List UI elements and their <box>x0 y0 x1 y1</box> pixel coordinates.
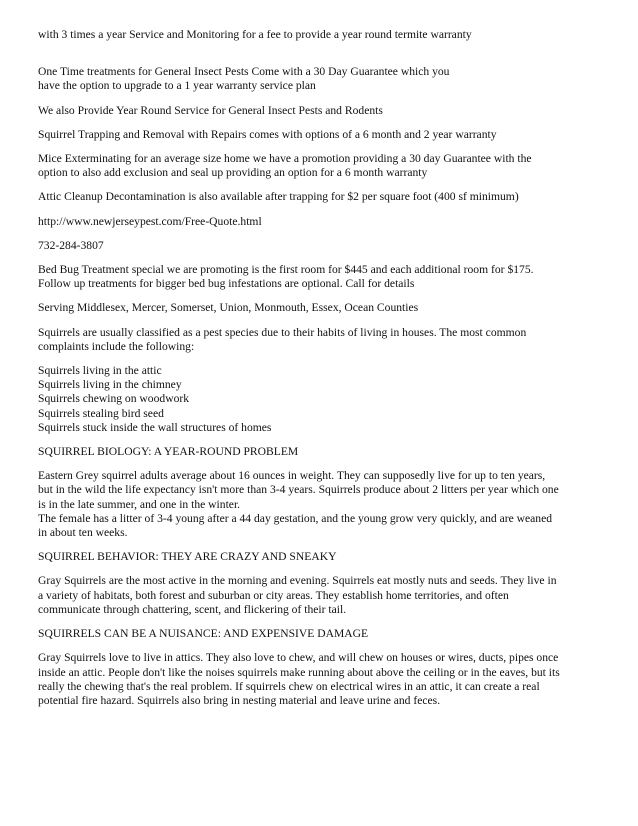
text-line: The female has a litter of 3-4 young after a 44 day gestation, and the young grow very quickly, and are weaned <box>38 511 553 525</box>
paragraph-free-quote-url <box>38 215 616 229</box>
text-line: inside an attic. People don't like the noises squirrels make running about above the ceiling or in the eaves, but its <box>38 665 560 679</box>
section-body-behavior <box>38 574 616 617</box>
section-heading-nuisance <box>38 627 616 641</box>
section-body-nuisance <box>38 651 616 708</box>
section-heading-behavior <box>38 550 616 564</box>
text-line: with 3 times a year Service and Monitoring for a fee to provide a year round termite warranty <box>38 28 472 41</box>
list-item: Squirrels chewing on woodwork <box>38 392 190 406</box>
text-line: Eastern Grey squirrel adults average about 16 ounces in weight. They can supposedly live for up to ten years, <box>38 469 546 483</box>
paragraph-service-counties <box>38 301 616 315</box>
heading-text: SQUIRREL BIOLOGY: A YEAR-ROUND PROBLEM <box>38 445 299 459</box>
paragraph-attic-cleanup <box>38 190 616 204</box>
paragraph-mice-exterminating <box>38 152 616 180</box>
paragraph-termite-warranty <box>38 28 616 42</box>
text-line: Attic Cleanup Decontamination is also available after trapping for $2 per square foot (400 sf minimum) <box>38 190 519 204</box>
text-line: Squirrels are usually classified as a pest species due to their habits of living in houses. The most common <box>38 325 527 339</box>
free-quote-url: http://www.newjerseypest.com/Free-Quote.html <box>38 214 262 228</box>
text-line: Follow up treatments for bigger bed bug infestations are optional. Call for details <box>38 277 415 291</box>
text-line: option to also add exclusion and seal up providing an option for a 6 month warranty <box>38 166 428 180</box>
complaints-list <box>38 364 616 435</box>
phone-number: 732-284-3807 <box>38 238 104 252</box>
text-line: Bed Bug Treatment special we are promoting is the first room for $445 and each additional room for $175. <box>38 263 534 277</box>
text-line: complaints include the following: <box>38 339 195 353</box>
list-item: Squirrels living in the chimney <box>38 378 182 392</box>
text-line: We also Provide Year Round Service for General Insect Pests and Rodents <box>38 103 383 117</box>
section-body-biology <box>38 469 616 540</box>
text-line: Mice Exterminating for an average size home we have a promotion providing a 30 day Guarantee with the <box>38 152 532 166</box>
heading-text: SQUIRRELS CAN BE A NUISANCE: AND EXPENSIVE DAMAGE <box>38 627 369 641</box>
text-line: potential fire hazard. Squirrels also bring in nesting material and leave urine and feces. <box>38 693 441 707</box>
paragraph-bed-bug-treatment <box>38 263 616 291</box>
list-item: Squirrels stealing bird seed <box>38 406 164 420</box>
paragraph-squirrels-intro <box>38 326 616 354</box>
text-line: really the chewing that's the real problem. If squirrels chew on electrical wires in an attic, it can create a real <box>38 679 540 693</box>
text-line: have the option to upgrade to a 1 year warranty service plan <box>38 79 316 93</box>
text-line: is in the late summer, and one in the winter. <box>38 497 241 511</box>
section-heading-biology <box>38 445 616 459</box>
paragraph-year-round-service <box>38 104 616 118</box>
text-line: Serving Middlesex, Mercer, Somerset, Union, Monmouth, Essex, Ocean Counties <box>38 301 419 315</box>
text-line: Squirrel Trapping and Removal with Repairs comes with options of a 6 month and 2 year warranty <box>38 127 497 141</box>
text-line: Gray Squirrels love to live in attics. They also love to chew, and will chew on houses or wires, ducts, pipes once <box>38 651 559 665</box>
paragraph-squirrel-trapping <box>38 128 616 142</box>
text-line: Gray Squirrels are the most active in the morning and evening. Squirrels eat mostly nuts and seeds. They live in <box>38 574 557 588</box>
paragraph-phone-number <box>38 239 616 253</box>
text-line: One Time treatments for General Insect Pests Come with a 30 Day Guarantee which you <box>38 65 450 79</box>
text-line: a variety of habitats, both forest and suburban or city areas. They establish home territories, and often <box>38 588 509 602</box>
text-line: but in the wild the life expectancy isn't more than 3-4 years. Squirrels produce about 2 litters per year which one <box>38 483 559 497</box>
list-item: Squirrels living in the attic <box>38 364 162 378</box>
paragraph-general-insect-pests <box>38 65 616 93</box>
text-line: communicate through chattering, scent, and flickering of their tail. <box>38 602 347 616</box>
heading-text: SQUIRREL BEHAVIOR: THEY ARE CRAZY AND SNEAKY <box>38 550 337 564</box>
list-item: Squirrels stuck inside the wall structures of homes <box>38 420 272 434</box>
text-line: in about ten weeks. <box>38 526 128 540</box>
